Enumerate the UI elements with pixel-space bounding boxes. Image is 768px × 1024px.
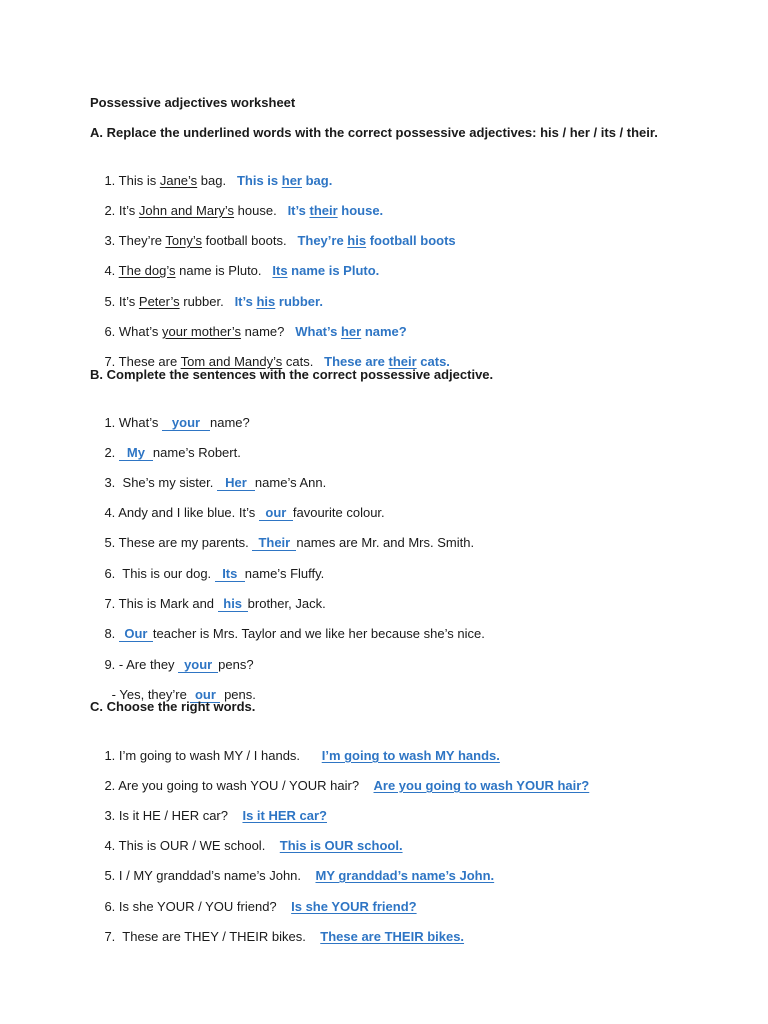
answer-text: These are THEIR bikes. <box>320 929 465 944</box>
answer-blank: your <box>178 657 218 673</box>
question-text: 6. Is she YOUR / YOU friend? <box>104 899 277 914</box>
underlined-phrase: Tom and Mandy’s <box>180 354 283 369</box>
section-a-heading: A. Replace the underlined words with the correct possessive adjectives: his / her / its / their. <box>90 125 658 140</box>
answer-text: It’s <box>234 294 257 309</box>
answer-text: MY granddad’s name’s John. <box>315 868 495 883</box>
answer-word: Its <box>272 263 288 278</box>
answer-blank: Our <box>119 626 153 642</box>
answer-word: her <box>281 173 302 188</box>
question-text: pens? <box>218 657 254 672</box>
question-text: brother, Jack. <box>247 596 326 611</box>
answer-word: her <box>340 324 362 339</box>
question-text: 2. Are you going to wash YOU / YOUR hair? <box>104 778 360 793</box>
answer-word: his <box>347 233 367 248</box>
question-text: 5. I / MY granddad’s name’s John. <box>104 868 302 883</box>
answer-word: his <box>256 294 276 309</box>
underlined-phrase: Peter’s <box>138 294 180 309</box>
question-text: 4. <box>104 263 119 278</box>
question-text: house. <box>234 203 277 218</box>
underlined-phrase: The dog’s <box>118 263 176 278</box>
question-text: 3. Is it HE / HER car? <box>104 808 228 823</box>
question-text: 3. They’re <box>104 233 166 248</box>
answer-word: their <box>388 354 417 369</box>
answer-text: They’re <box>297 233 348 248</box>
underlined-phrase: Tony’s <box>165 233 203 248</box>
answer-word: their <box>309 203 338 218</box>
underlined-phrase: your mother’s <box>162 324 242 339</box>
answer-text: Is it HER car? <box>242 808 327 823</box>
section-c-item <box>90 910 464 964</box>
question-text: 3. She’s my sister. <box>104 475 217 490</box>
section-c-heading: C. Choose the right words. <box>90 699 256 714</box>
page-title: Possessive adjectives worksheet <box>90 95 296 110</box>
answer-text: This is <box>236 173 282 188</box>
question-text: rubber. <box>179 294 224 309</box>
question-text: name? <box>241 324 285 339</box>
question-text: 8. <box>104 626 119 641</box>
question-text: 7. These are THEY / THEIR bikes. <box>104 929 306 944</box>
question-text: 1. I’m going to wash MY / I hands. <box>104 748 301 763</box>
answer-text: These are <box>324 354 389 369</box>
question-text: 5. It’s <box>104 294 139 309</box>
section-b-heading: B. Complete the sentences with the correct possessive adjective. <box>90 367 494 382</box>
question-text: 2. <box>104 445 119 460</box>
question-text: 1. What’s <box>104 415 163 430</box>
question-text: 4. Andy and I like blue. It’s <box>104 505 259 520</box>
question-text: name? <box>210 415 250 430</box>
answer-text: This is OUR school. <box>279 838 403 853</box>
answer-blank: our <box>190 687 220 703</box>
question-text: football boots. <box>202 233 287 248</box>
question-text: names are Mr. and Mrs. Smith. <box>296 535 475 550</box>
question-text: name’s Robert. <box>152 445 241 460</box>
answer-text: name is Pluto. <box>287 263 380 278</box>
question-text: name is Pluto. <box>175 263 262 278</box>
answer-blank: Her <box>217 475 255 491</box>
question-text: 6. What’s <box>104 324 163 339</box>
question-text: 5. These are my parents. <box>104 535 253 550</box>
question-text: favourite colour. <box>292 505 385 520</box>
question-text: bag. <box>197 173 227 188</box>
question-text: 6. This is our dog. <box>104 566 215 581</box>
answer-blank: My <box>119 445 153 461</box>
question-text: name’s Ann. <box>254 475 327 490</box>
question-text: 1. This is <box>104 173 160 188</box>
question-text: 7. This is Mark and <box>104 596 218 611</box>
question-text: - Yes, they’re <box>104 687 191 702</box>
answer-text: rubber. <box>275 294 323 309</box>
answer-blank: Their <box>252 535 296 551</box>
answer-text: What’s <box>295 324 341 339</box>
question-text: 2. It’s <box>104 203 139 218</box>
question-text: 7. These are <box>104 354 181 369</box>
answer-text: It’s <box>287 203 310 218</box>
question-text: 9. - Are they <box>104 657 179 672</box>
question-text: cats. <box>282 354 314 369</box>
answer-text: bag. <box>301 173 333 188</box>
answer-text: I’m going to wash MY hands. <box>321 748 500 763</box>
answer-blank: our <box>259 505 293 521</box>
question-text: name’s Fluffy. <box>244 566 325 581</box>
question-text: teacher is Mrs. Taylor and we like her because she’s nice. <box>152 626 485 641</box>
answer-text: house. <box>337 203 384 218</box>
answer-text: Are you going to wash YOUR hair? <box>373 778 590 793</box>
answer-blank: your <box>162 415 210 431</box>
question-text: 4. This is OUR / WE school. <box>104 838 266 853</box>
answer-blank: Its <box>215 566 245 582</box>
underlined-phrase: Jane’s <box>159 173 198 188</box>
answer-text: Is she YOUR friend? <box>291 899 417 914</box>
answer-blank: his <box>218 596 248 612</box>
question-text: pens. <box>220 687 256 702</box>
answer-text: cats. <box>416 354 450 369</box>
underlined-phrase: John and Mary’s <box>138 203 235 218</box>
answer-text: name? <box>361 324 407 339</box>
answer-text: football boots <box>366 233 456 248</box>
